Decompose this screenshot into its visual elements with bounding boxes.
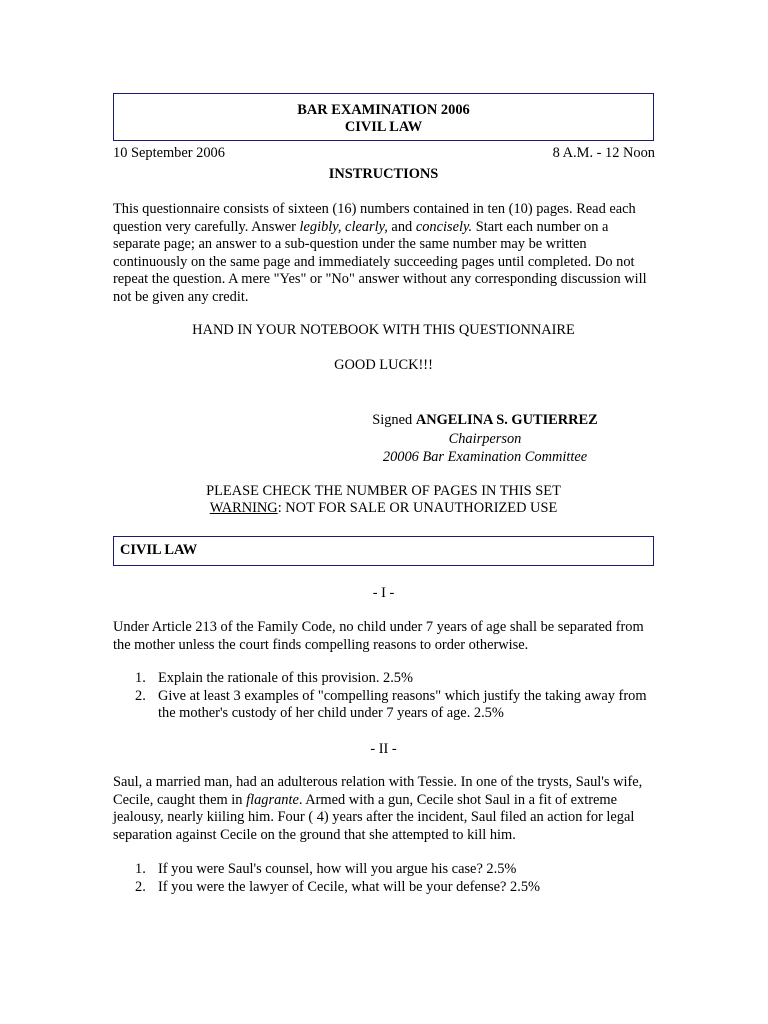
exam-date: 10 September 2006	[113, 145, 225, 161]
instructions-emphasis-1: legibly, clearly,	[299, 218, 388, 235]
sub-question-text: Give at least 3 examples of "compelling reasons" which justify the taking away from the mother's custody of her child under 7 years of age. 2.5%	[158, 687, 647, 722]
instructions-paragraph	[113, 201, 658, 307]
sub-question-text: If you were Saul's counsel, how will you argue his case? 2.5%	[158, 861, 517, 877]
instructions-heading: INSTRUCTIONS	[328, 166, 439, 182]
question-body-text-2: . Armed with a gun, Cecile shot Saul in a fit of extreme jealousy, nearly kiiling him. Four ( 4) years after the incident, Saul filed an action for legal separation against Cecile on the ground that she attempted to kill him.	[113, 791, 635, 843]
warning-notice	[113, 500, 654, 518]
exam-subject: CIVIL LAW	[344, 119, 423, 135]
good-luck: GOOD LUCK!!!	[334, 357, 433, 373]
sub-question-text: Explain the rationale of this provision. 2.5%	[158, 670, 413, 686]
sub-question-number: 1.	[135, 670, 146, 686]
exam-time: 8 A.M. - 12 Noon	[552, 145, 655, 161]
sub-question-number: 1.	[135, 861, 146, 877]
sub-question	[113, 688, 658, 723]
signed-label: Signed	[372, 412, 413, 428]
sub-question	[113, 861, 658, 879]
exam-title: BAR EXAMINATION 2006	[297, 102, 470, 118]
sub-question-number: 2.	[135, 878, 146, 895]
hand-in-notice: HAND IN YOUR NOTEBOOK WITH THIS QUESTIONNAIRE	[192, 322, 575, 338]
question-body	[113, 774, 658, 844]
instructions-text-1: This questionnaire consists of sixteen (16) numbers contained in ten (10) pages. Read each question very carefully. Answer	[113, 201, 636, 235]
sub-question-text: If you were the lawyer of Cecile, what will be your defense? 2.5%	[158, 878, 541, 895]
warning-text: : NOT FOR SALE OR UNAUTHORIZED USE	[277, 500, 558, 516]
warning-label: WARNING	[209, 500, 278, 516]
section-box	[113, 536, 654, 566]
title-box	[113, 93, 654, 141]
signatory-role: Chairperson	[448, 430, 522, 447]
question-number: - II -	[370, 741, 397, 757]
sub-question-number: 2.	[135, 687, 146, 704]
sub-question	[113, 670, 658, 688]
signature-block	[340, 412, 630, 467]
instructions-text-2: and	[387, 218, 416, 235]
signatory-name: ANGELINA S. GUTIERREZ	[415, 412, 598, 428]
question-body-text-1: Saul, a married man, had an adulterous relation with Tessie. In one of the trysts, Saul's wife, Cecile, caught them in	[113, 774, 643, 808]
sub-question	[113, 879, 658, 897]
sub-question-list	[113, 670, 658, 723]
question-number: - I -	[372, 585, 395, 601]
instructions-emphasis-2: concisely.	[415, 218, 473, 235]
check-pages-notice: PLEASE CHECK THE NUMBER OF PAGES IN THIS SET	[206, 483, 561, 499]
sub-question-list	[113, 861, 658, 896]
signature-line	[340, 412, 630, 430]
section-title: CIVIL LAW	[120, 542, 198, 558]
question-body-emphasis: flagrante	[246, 791, 299, 808]
instructions-text-3: Start each number on a separate page; an answer to a sub-question under the same number may be written continuously on the same page and immediately succeeding pages until completed. Do not repeat the question. A mere "Yes" or "No" answer without any corresponding discussion will not be given any credit.	[113, 218, 647, 305]
question-body: Under Article 213 of the Family Code, no child under 7 years of age shall be separated from the mother unless the court finds compelling reasons to order otherwise.	[113, 619, 644, 653]
committee-name: 20006 Bar Examination Committee	[382, 449, 588, 466]
